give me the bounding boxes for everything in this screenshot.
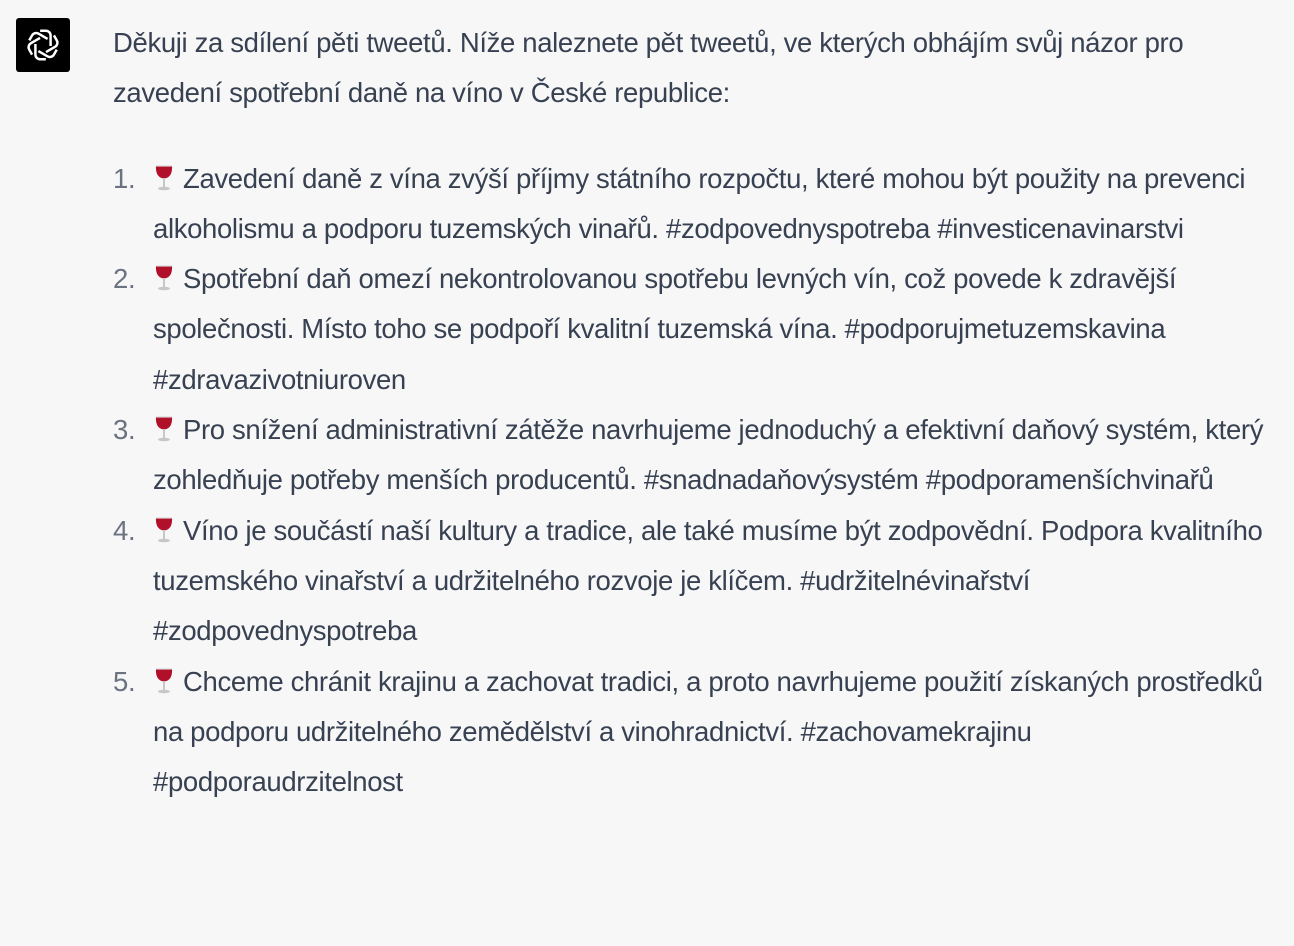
- wine-glass-icon: [153, 517, 175, 543]
- tweet-text: Chceme chránit krajinu a zachovat tradici, a proto navrhujeme použití získaných prostředků na podporu udržitelného zemědělství a vinohradnictví. #zachovamekrajinu #podporaudrzitelnost: [153, 665, 1263, 798]
- list-item-number: 3.: [113, 414, 136, 446]
- list-item: [113, 154, 1283, 255]
- tweet-text: Víno je součástí naší kultury a tradice, ale také musíme být zodpovědní. Podpora kvalitního tuzemského vinařství a udržitelného rozvoje je klíčem. #udržitelnévinařství #zodpovednyspotreba: [153, 514, 1263, 647]
- wine-glass-icon: [153, 165, 175, 191]
- list-item: [113, 405, 1283, 506]
- list-item-number: 4.: [113, 514, 136, 546]
- wine-glass-icon: [153, 416, 175, 442]
- avatar: [16, 18, 70, 72]
- wine-glass-icon: [153, 668, 175, 694]
- list-item: [113, 506, 1283, 657]
- list-item: [113, 657, 1283, 808]
- tweet-text: Spotřební daň omezí nekontrolovanou spotřebu levných vín, což povede k zdravější společnosti. Místo toho se podpoří kvalitní tuzemská vína. #podporujmetuzemskavina #zdravazivotniuroven: [153, 263, 1177, 395]
- tweet-text: Pro snížení administrativní zátěže navrhujeme jednoduchý a efektivní daňový systém, který zohledňuje potřeby menších producentů. #snadnadaňovýsystém #podporamenšíchvinařů: [153, 414, 1264, 496]
- list-item-number: 2.: [113, 263, 136, 295]
- list-item-number: 1.: [113, 162, 136, 194]
- openai-logo-icon: [24, 26, 62, 64]
- wine-glass-icon: [153, 265, 175, 291]
- list-item: [113, 254, 1283, 405]
- list-item-number: 5.: [113, 665, 136, 697]
- message-content: [113, 18, 1283, 807]
- tweet-text: Zavedení daně z vína zvýší příjmy státního rozpočtu, které mohou být použity na prevenci alkoholismu a podporu tuzemských vinařů. #zodpovednyspotreba #investicenavinarstvi: [153, 162, 1246, 244]
- message-intro: Děkuji za sdílení pěti tweetů. Níže naleznete pět tweetů, ve kterých obhájím svůj názor pro zavedení spotřební daně na víno v České republice:: [113, 27, 1184, 109]
- tweet-list: [113, 154, 1283, 808]
